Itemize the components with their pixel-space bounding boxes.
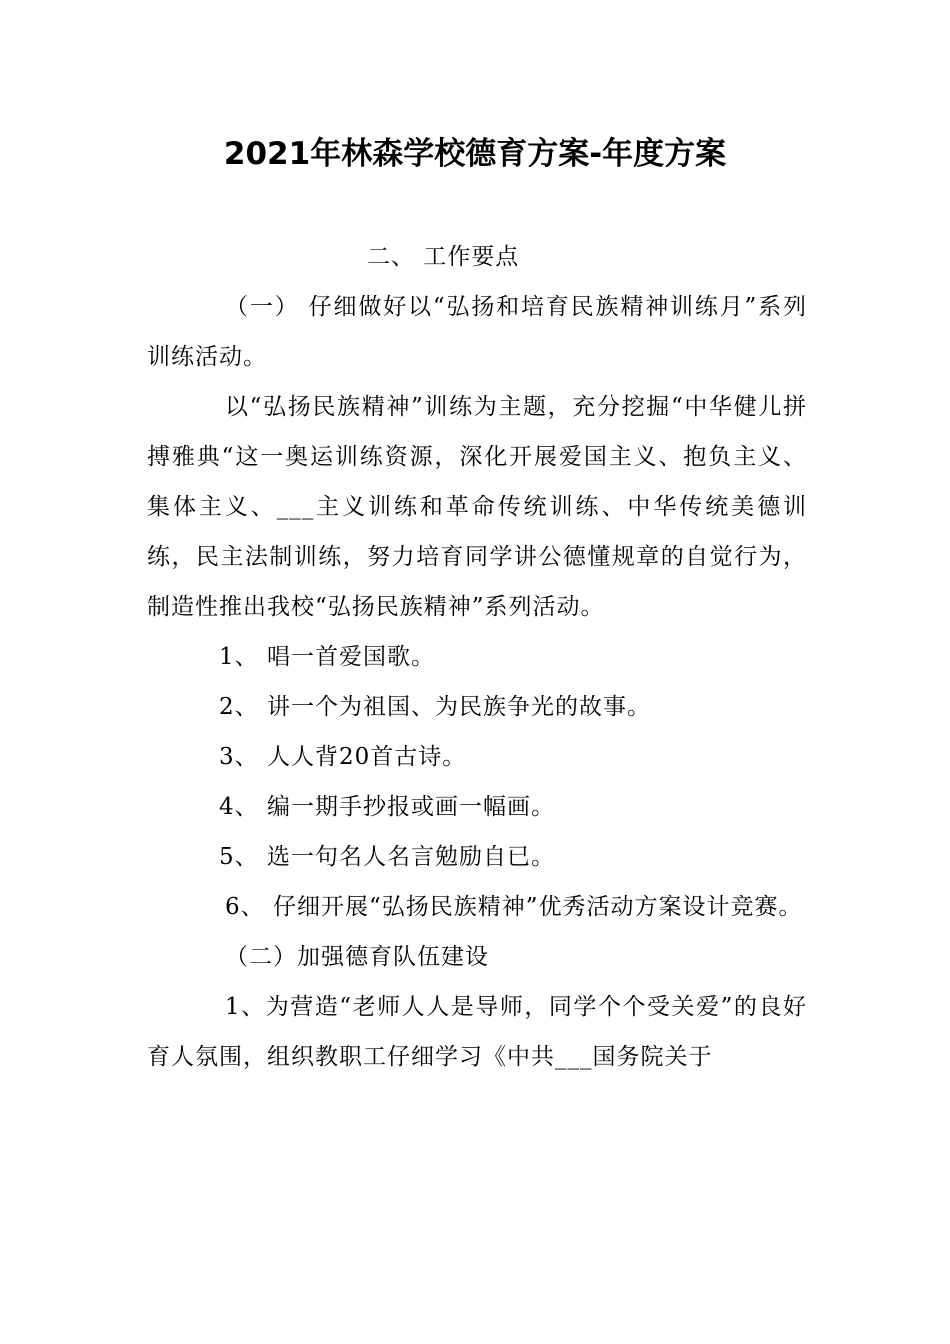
document-title: 2021年林森学校德育方案-年度方案: [223, 136, 727, 172]
list-item: 3、 人人背20首古诗。: [219, 744, 467, 770]
list-item: 4、 编一期手抄报或画一幅画。: [219, 794, 555, 820]
list-item: 2、 讲一个为祖国、为民族争光的故事。: [219, 694, 651, 720]
list-item: 5、 选一句名人名言勉励自已。: [219, 844, 555, 870]
subsection-heading-2: （二）加强德育队伍建设: [225, 944, 489, 970]
paragraph-1: 以“弘扬民族精神”训练为主题，充分挖掘“中华健儿拼搏雅典“这一奥运训练资源，深化开展爱国主义、抱负主义、集体主义、___主义训练和革命传统训练、中华传统美德训练，民主法制训练，努力培育同学讲公德懂规章的自觉行为，制造性推出我校“弘扬民族精神”系列活动。: [147, 394, 807, 620]
document-body: [147, 232, 807, 1082]
list-item: 1、 唱一首爱国歌。: [219, 644, 435, 670]
paragraph-2: 1、为营造“老师人人是导师，同学个个受关爱”的良好育人氛围，组织教职工仔细学习《中共___国务院关于: [147, 994, 807, 1070]
list-item-6: 6、 仔细开展“弘扬民族精神”优秀活动方案设计竞赛。: [225, 894, 803, 920]
section-heading: 二、 工作要点: [367, 244, 520, 270]
subsection-heading-1: （一） 仔细做好以“弘扬和培育民族精神训练月”系列训练活动。: [147, 294, 807, 370]
